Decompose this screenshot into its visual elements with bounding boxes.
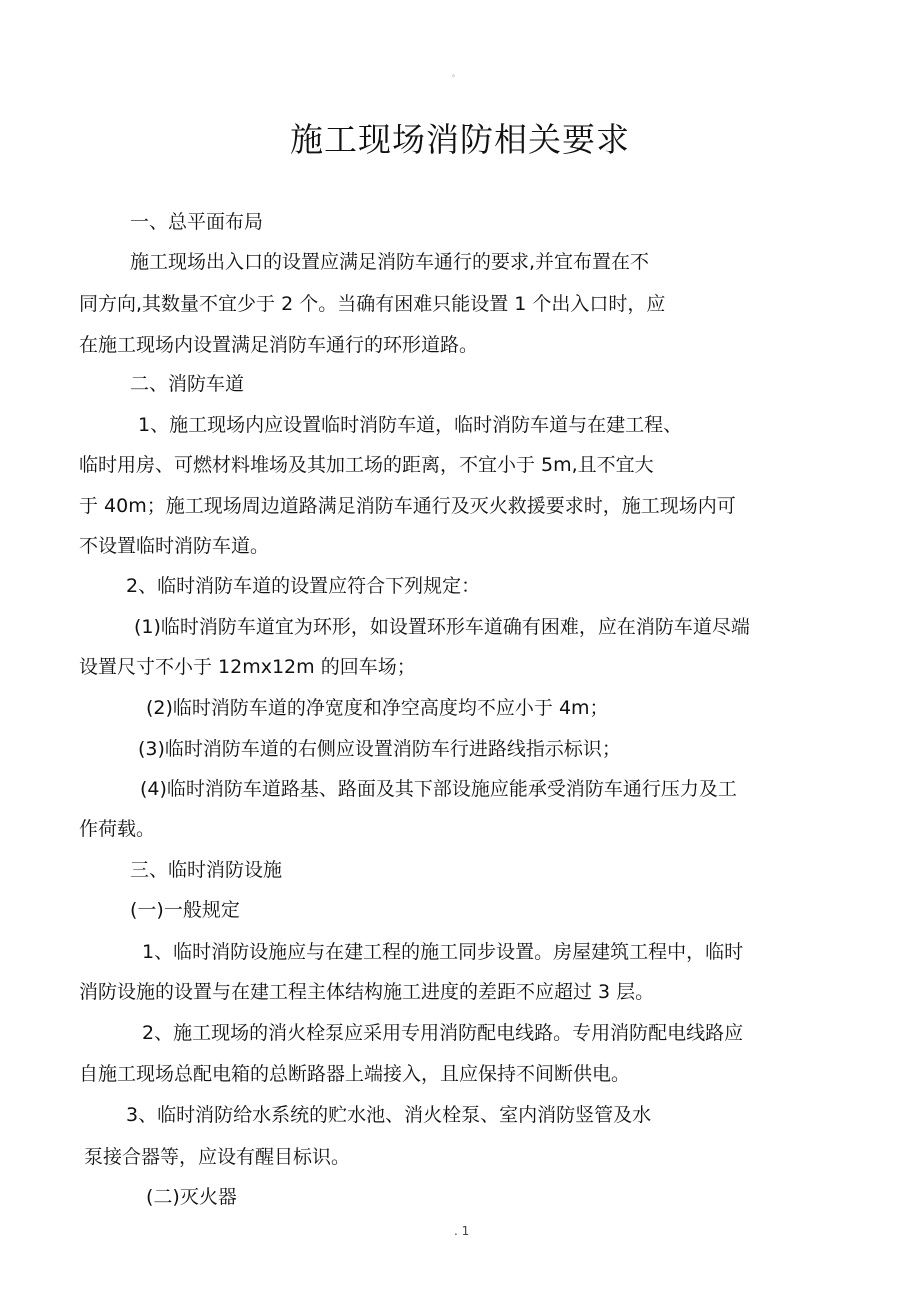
section-heading-fire-lane: 二、消防车道 <box>130 373 245 395</box>
list-item-line: (2)临时消防车道的净宽度和净空高度均不应小于 4m； <box>146 697 609 719</box>
paragraph-line: 1、施工现场内应设置临时消防车道，临时消防车道与在建工程、 <box>138 414 683 436</box>
paragraph-line: 泵接合器等，应设有醒目标识。 <box>84 1146 351 1168</box>
subsection-heading-extinguisher: (二)灭火器 <box>146 1186 237 1208</box>
list-item-line: (1)临时消防车道宜为环形，如设置环形车道确有困难，应在消防车道尽端 <box>134 616 750 638</box>
paragraph-line: 3、临时消防给水系统的贮水池、消火栓泵、室内消防竖管及水 <box>126 1104 652 1126</box>
paragraph-line: 临时用房、可燃材料堆场及其加工场的距离，不宜小于 5m,且不宜大 <box>79 454 654 476</box>
list-item-line: (4)临时消防车道路基、路面及其下部设施应能承受消防车通行压力及工 <box>140 778 737 800</box>
paragraph-line: 在施工现场内设置满足消防车通行的环形道路。 <box>79 334 479 356</box>
list-item-line: 设置尺寸不小于 12mx12m 的回车场； <box>79 656 416 678</box>
paragraph-line: 消防设施的设置与在建工程主体结构施工进度的差距不应超过 3 层。 <box>79 981 655 1003</box>
paragraph-line: 不设置临时消防车道。 <box>79 535 270 557</box>
list-item-line: (3)临时消防车道的右侧应设置消防车行进路线指示标识； <box>138 738 621 760</box>
section-heading-layout: 一、总平面布局 <box>130 211 264 233</box>
paragraph-line: 自施工现场总配电箱的总断路器上端接入，且应保持不间断供电。 <box>79 1063 631 1085</box>
list-item-line: 作荷载。 <box>79 818 156 840</box>
paragraph-line: 1、临时消防设施应与在建工程的施工同步设置。房屋建筑工程中，临时 <box>142 941 744 963</box>
section-heading-temp-facilities: 三、临时消防设施 <box>130 859 283 881</box>
paragraph-line: 同方向,其数量不宜少于 2 个。当确有困难只能设置 1 个出入口时，应 <box>79 293 666 315</box>
paragraph-line: 于 40m；施工现场周边道路满足消防车通行及灭火救援要求时，施工现场内可 <box>79 495 736 517</box>
page-number: . 1 <box>454 1224 470 1238</box>
paragraph-line: 施工现场出入口的设置应满足消防车通行的要求,并宜布置在不 <box>130 251 650 273</box>
paragraph-line: 2、临时消防车道的设置应符合下列规定： <box>126 575 481 597</box>
subsection-heading-general: (一)一般规定 <box>130 899 240 921</box>
document-title: 施工现场消防相关要求 <box>290 120 630 159</box>
paragraph-line: 2、施工现场的消火栓泵应采用专用消防配电线路。专用消防配电线路应 <box>142 1022 744 1044</box>
top-mark: 。 <box>452 69 460 78</box>
